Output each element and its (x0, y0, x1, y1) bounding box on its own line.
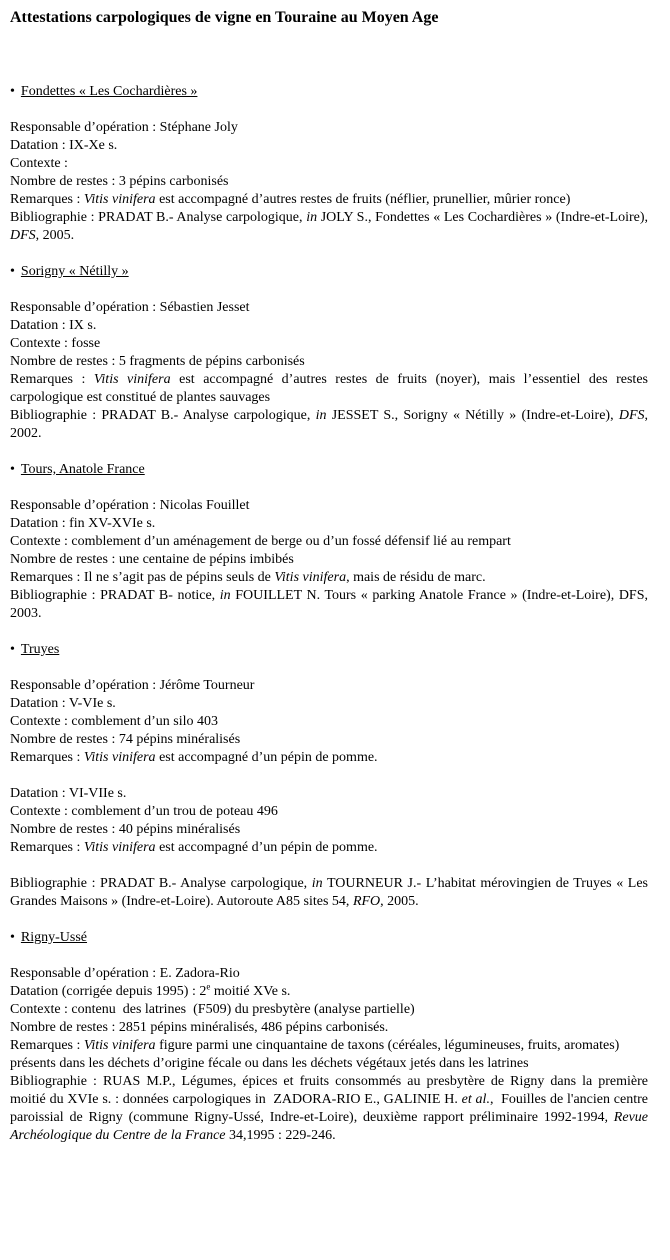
italic-text: RFO (352, 894, 381, 909)
text-segment: est accompagné d’un pépin de pomme. (155, 750, 378, 765)
section-paragraphs (10, 677, 652, 911)
text-segment: Nombre de restes : 3 pépins carbonisés (10, 174, 229, 189)
paragraph (10, 317, 648, 335)
bullet-icon: • (10, 84, 15, 99)
text-segment: Bibliographie : PRADAT B.- Analyse carpologique, (10, 876, 312, 891)
text-segment: Responsable d’opération : E. Zadora-Rio (10, 966, 240, 981)
section-heading-text: Tours, Anatole France (20, 462, 145, 477)
section-heading (10, 83, 648, 101)
paragraph (10, 749, 648, 767)
section-paragraphs (10, 119, 652, 245)
paragraph (10, 335, 648, 353)
italic-text: in (306, 210, 318, 225)
bullet-icon: • (10, 462, 15, 477)
paragraph (10, 803, 648, 821)
text-segment: JOLY S., Fondettes « Les Cochardières » (Indre-et-Loire), (317, 210, 652, 225)
text-segment: Contexte : comblement d’un trou de poteau 496 (10, 804, 278, 819)
italic-text: in (311, 876, 323, 891)
italic-text: , Revue Archéologique du Centre de la France (10, 1110, 652, 1143)
paragraph (10, 875, 652, 911)
paragraph (10, 983, 648, 1001)
paragraph (10, 731, 648, 749)
text-segment: Responsable d’opération : Nicolas Fouillet (10, 498, 250, 513)
section-rigny-usse (10, 929, 652, 1145)
section-heading (10, 263, 648, 281)
paragraph (10, 965, 648, 983)
text-segment: Contexte : comblement d’un silo 403 (10, 714, 219, 729)
section-heading (10, 929, 648, 947)
paragraph (10, 137, 648, 155)
text-segment: moitié XVe s. (210, 984, 291, 999)
paragraph (10, 119, 648, 137)
text-segment: Bibliographie : PRADAT B.- Analyse carpologique, (10, 408, 316, 423)
paragraph (10, 191, 648, 209)
superscript-text: e (206, 981, 211, 992)
paragraph (10, 569, 648, 587)
paragraph (10, 821, 648, 839)
section-heading (10, 641, 648, 659)
italic-text: DFS (10, 228, 36, 243)
text-segment: est accompagné d’autres restes de fruits (noyer), mais l’essentiel des restes carpologique est constitué de plantes sauvages (10, 372, 652, 405)
text-segment: Nombre de restes : 2851 pépins minéralisés, 486 pépins carbonisés. (10, 1020, 389, 1035)
italic-text: Vitis vinifera (83, 192, 156, 207)
section-heading (10, 461, 648, 479)
text-segment: Datation : V-VIe s. (10, 696, 116, 711)
text-segment: Contexte : (10, 156, 68, 171)
italic-text: DFS (618, 408, 645, 423)
document-title: Attestations carpologiques de vigne en Touraine au Moyen Age (10, 9, 439, 26)
text-segment: , Fouilles de l'ancien centre paroissial de Rigny (commune Rigny-Ussé, Indre-et-Loire), deuxième rapport préliminaire 1992-1994 (10, 1092, 652, 1125)
text-segment: 34,1995 : 229-246. (225, 1128, 336, 1143)
paragraph (10, 155, 648, 173)
section-heading-text: Fondettes « Les Cochardières » (20, 84, 198, 99)
paragraph (10, 407, 652, 443)
text-segment: Datation : fin XV-XVIe s. (10, 516, 156, 531)
text-segment: Datation : VI-VIIe s. (10, 786, 127, 801)
paragraph (10, 695, 648, 713)
text-segment: est accompagné d’autres restes de fruits (néflier, prunellier, mûrier ronce) (155, 192, 571, 207)
section-sorigny (10, 263, 652, 443)
italic-text: in (219, 588, 231, 603)
text-segment: Contexte : fosse (10, 336, 101, 351)
paragraph (10, 209, 652, 245)
paragraph (10, 587, 652, 623)
italic-text: et al. (461, 1092, 490, 1107)
paragraph (10, 1001, 648, 1019)
text-segment: Datation : IX s. (10, 318, 97, 333)
paragraph (10, 677, 648, 695)
text-segment: Bibliographie : PRADAT B.- Analyse carpologique, (10, 210, 307, 225)
text-segment: Responsable d’opération : Sébastien Jesset (10, 300, 250, 315)
section-heading-text: Truyes (20, 642, 60, 657)
text-segment: TOURNEUR J.- L’habitat mérovingien de Truyes « Les Grandes Maisons » (Indre-et-Loire). Autoroute A85 sites 54, (10, 876, 652, 909)
section-paragraphs (10, 497, 652, 623)
italic-text: in (315, 408, 327, 423)
text-segment: Contexte : comblement d’un aménagement de berge ou d’un fossé défensif lié au rempart (10, 534, 511, 549)
text-segment: JESSET S., Sorigny « Nétilly » (Indre-et-Loire), (326, 408, 619, 423)
paragraph (10, 371, 652, 407)
italic-text: Vitis vinifera (93, 372, 171, 387)
text-segment: Responsable d’opération : Stéphane Joly (10, 120, 238, 135)
text-segment: Nombre de restes : 74 pépins minéralisés (10, 732, 241, 747)
bullet-icon: • (10, 642, 15, 657)
paragraph (10, 785, 648, 803)
text-segment: Remarques : (10, 372, 94, 387)
text-segment: Remarques : (10, 840, 84, 855)
paragraph (10, 299, 648, 317)
section-tours-anatole-france (10, 461, 652, 623)
section-heading-text: Sorigny « Nétilly » (20, 264, 129, 279)
text-segment: Bibliographie : PRADAT B- notice, (10, 588, 220, 603)
paragraph (10, 1019, 648, 1037)
text-segment: est accompagné d’un pépin de pomme. (155, 840, 378, 855)
text-segment: Nombre de restes : 5 fragments de pépins carbonisés (10, 354, 305, 369)
text-segment: , 2005. (380, 894, 419, 909)
text-segment: Bibliographie : RUAS M.P., Légumes, épices et fruits consommés au presbytère de Rigny dans la première moitié du XVIe s. : données carpologiques in ZADORA-RIO E., GALINIE H. (10, 1074, 652, 1107)
section-truyes (10, 641, 652, 911)
text-segment: , 2005. (35, 228, 75, 243)
section-paragraphs (10, 299, 652, 443)
italic-text: Vitis vinifera (83, 750, 156, 765)
paragraph (10, 515, 648, 533)
paragraph (10, 353, 648, 371)
paragraph (10, 533, 648, 551)
section-paragraphs (10, 965, 652, 1145)
text-segment: Remarques : (10, 750, 84, 765)
section-heading-text: Rigny-Ussé (20, 930, 88, 945)
paragraph (10, 1037, 648, 1073)
text-segment: Nombre de restes : une centaine de pépins imbibés (10, 552, 294, 567)
text-segment: , 2002. (10, 408, 652, 441)
text-segment: Remarques : Il ne s’agit pas de pépins seuls de (10, 570, 275, 585)
text-segment: Nombre de restes : 40 pépins minéralisés (10, 822, 241, 837)
text-segment: figure parmi une cinquantaine de taxons (céréales, légumineuses, fruits, aromates) présents dans les déchets d’origine fécale ou dans les déchets végétaux jetés dans les latrines (10, 1038, 623, 1071)
text-segment: Remarques : (10, 1038, 84, 1053)
paragraph (10, 713, 648, 731)
section-fondettes (10, 83, 652, 245)
paragraph (10, 551, 648, 569)
bullet-icon: • (10, 930, 15, 945)
paragraph (10, 173, 648, 191)
text-segment: Datation : IX-Xe s. (10, 138, 118, 153)
text-segment: Contexte : contenu des latrines (F509) du presbytère (analyse partielle) (10, 1002, 415, 1017)
italic-text: Vitis vinifera (274, 570, 347, 585)
paragraph (10, 839, 648, 857)
bullet-icon: • (10, 264, 15, 279)
text-segment: FOUILLET N. Tours « parking Anatole France » (Indre-et-Loire), DFS, 2003. (10, 588, 652, 621)
text-segment: Datation (corrigée depuis 1995) : 2 (10, 984, 207, 999)
italic-text: Vitis vinifera (83, 840, 156, 855)
text-segment: Remarques : (10, 192, 84, 207)
italic-text: Vitis vinifera (83, 1038, 156, 1053)
text-segment: Responsable d’opération : Jérôme Tourneur (10, 678, 255, 693)
paragraph (10, 1073, 652, 1145)
text-segment: , mais de résidu de marc. (346, 570, 486, 585)
paragraph (10, 497, 648, 515)
